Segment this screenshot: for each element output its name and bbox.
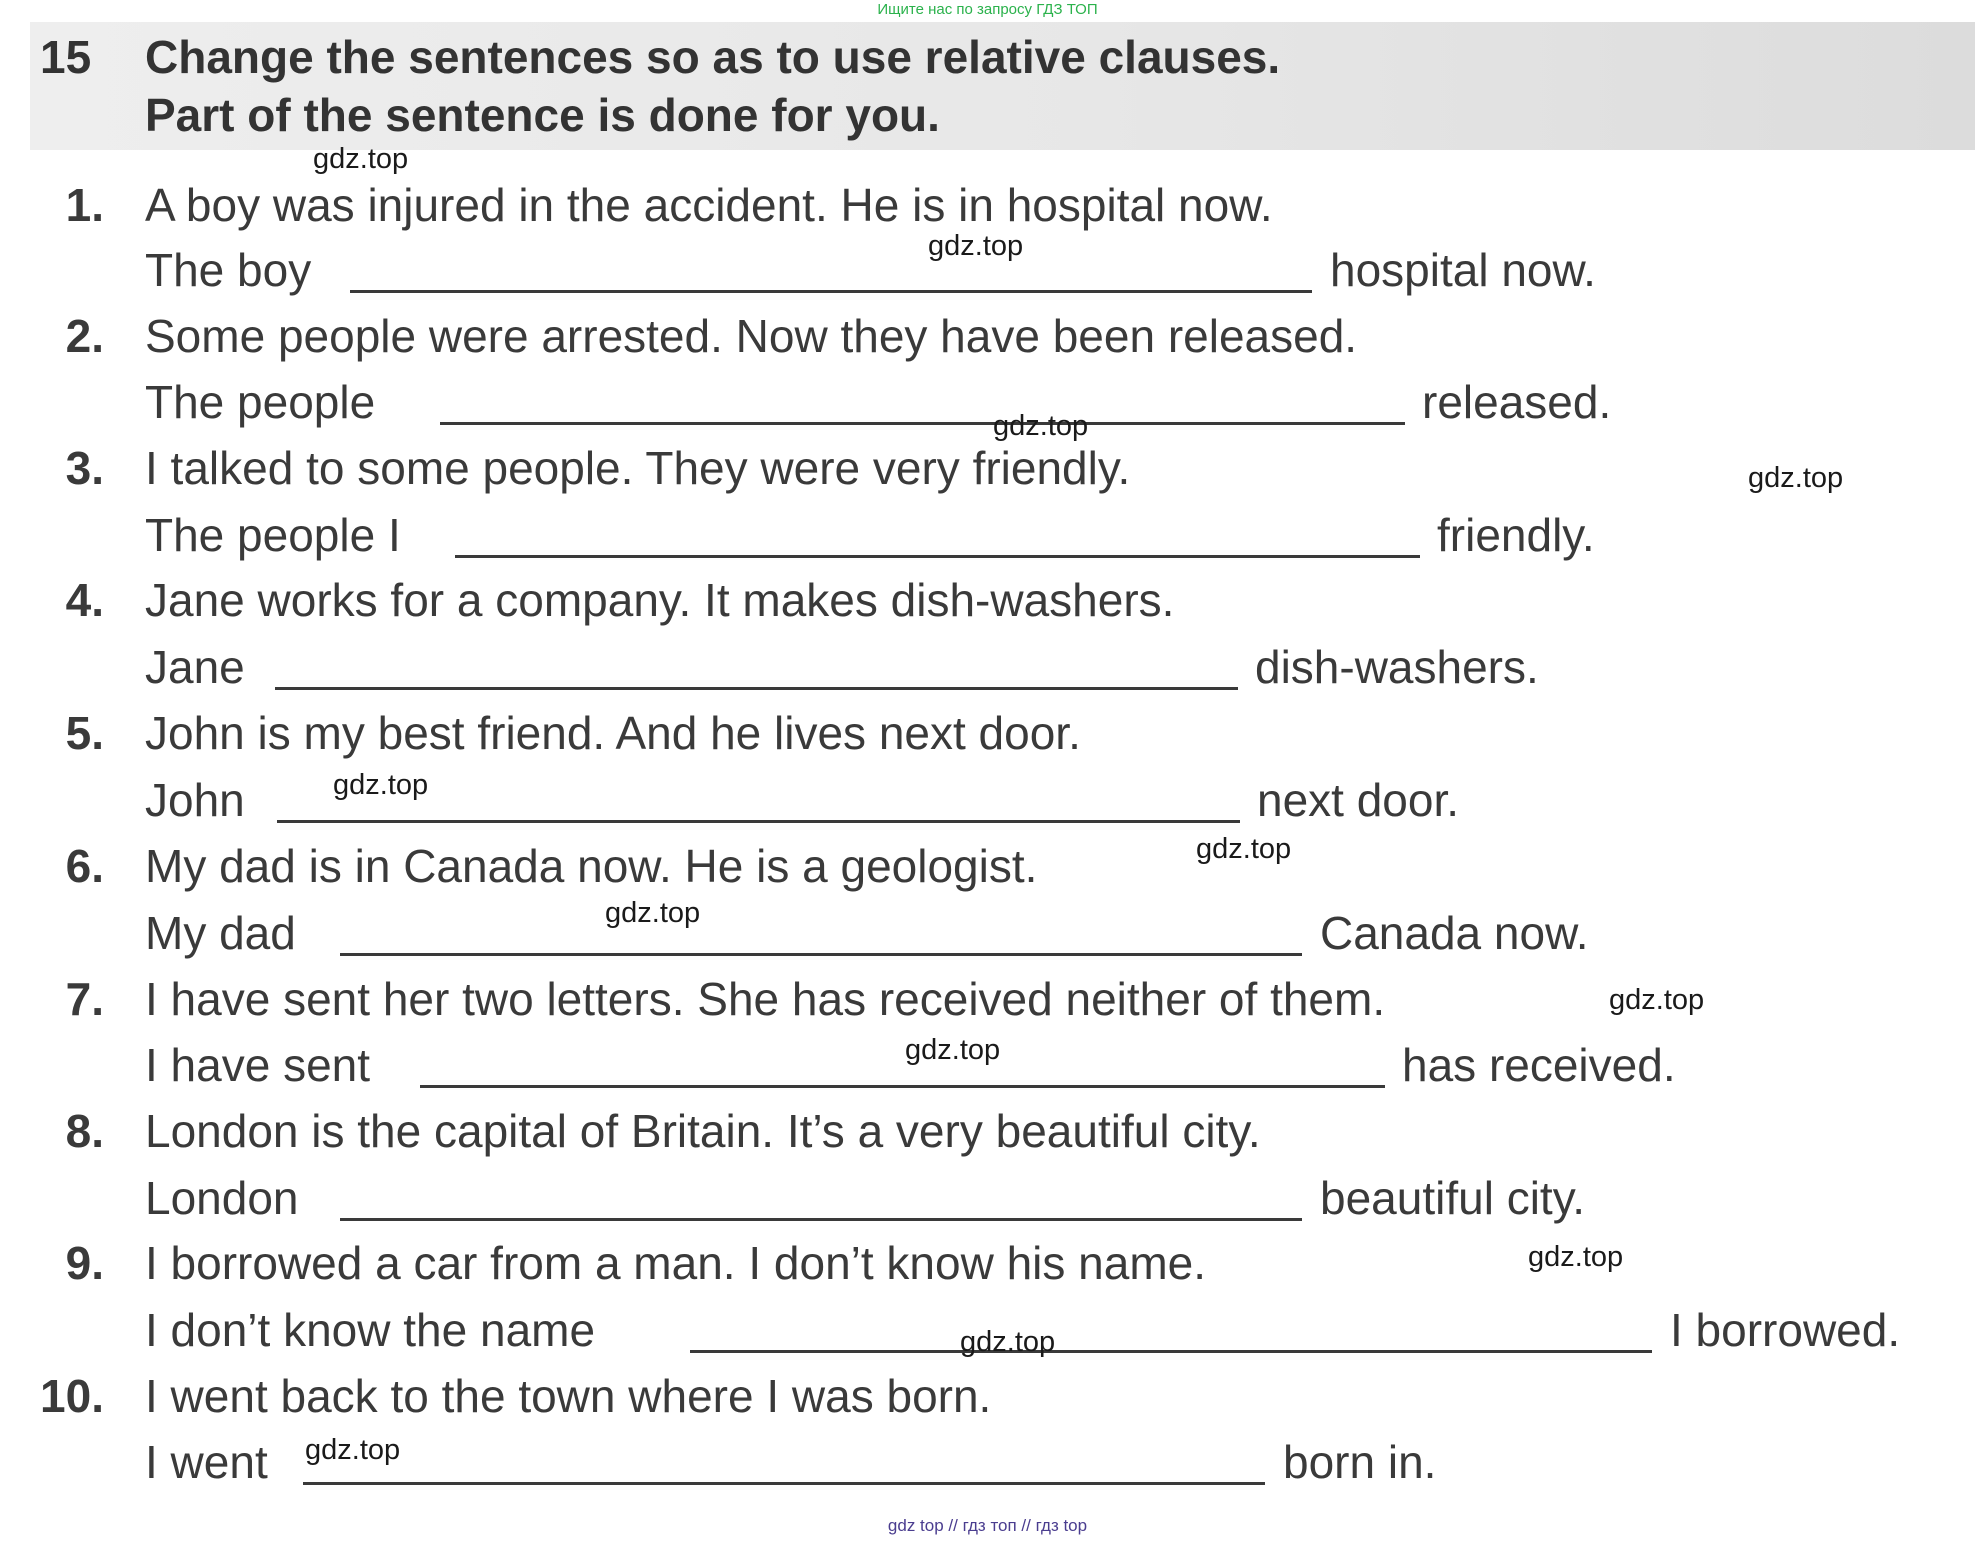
- item-start: Jane: [145, 641, 245, 693]
- item-number: 3.: [65, 442, 104, 494]
- item-number: 10.: [40, 1370, 104, 1422]
- item-number: 8.: [65, 1105, 104, 1157]
- item-end: Canada now.: [1320, 907, 1589, 959]
- watermark: gdz.top: [1528, 1241, 1624, 1273]
- item-end: next door.: [1257, 774, 1460, 826]
- item-start: John: [145, 774, 245, 826]
- answer-blank[interactable]: [455, 555, 1420, 558]
- answer-blank[interactable]: [277, 820, 1240, 823]
- item-start: I don’t know the name: [145, 1304, 596, 1356]
- item-sentence: London is the capital of Britain. It’s a very beautiful city.: [145, 1105, 1261, 1157]
- item-end: released.: [1422, 376, 1612, 428]
- item-number: 1.: [65, 179, 104, 231]
- item-sentence: I have sent her two letters. She has received neither of them.: [145, 973, 1386, 1025]
- item-sentence: Some people were arrested. Now they have been released.: [145, 310, 1358, 362]
- item-number: 7.: [65, 973, 104, 1025]
- item-number: 9.: [65, 1237, 104, 1289]
- answer-blank[interactable]: [690, 1350, 1652, 1353]
- watermark: gdz.top: [305, 1434, 401, 1466]
- item-end: friendly.: [1437, 509, 1595, 561]
- answer-blank[interactable]: [340, 1218, 1302, 1221]
- item-start: London: [145, 1172, 299, 1224]
- item-number: 2.: [65, 310, 104, 362]
- item-sentence: I went back to the town where I was born.: [145, 1370, 992, 1422]
- item-sentence: John is my best friend. And he lives next door.: [145, 707, 1081, 759]
- answer-blank[interactable]: [275, 687, 1238, 690]
- answer-blank[interactable]: [340, 953, 1302, 956]
- item-start: My dad: [145, 907, 296, 959]
- watermark: gdz.top: [993, 410, 1089, 442]
- watermark: gdz.top: [313, 143, 409, 175]
- watermark: gdz.top: [905, 1034, 1001, 1066]
- item-start: The people I: [145, 509, 401, 561]
- item-start: The boy: [145, 244, 312, 296]
- item-end: beautiful city.: [1320, 1172, 1586, 1224]
- item-sentence: I borrowed a car from a man. I don’t know his name.: [145, 1237, 1207, 1289]
- item-end: I borrowed.: [1670, 1304, 1901, 1356]
- item-start: The people: [145, 376, 376, 428]
- answer-blank[interactable]: [420, 1085, 1385, 1088]
- watermark: gdz.top: [333, 769, 429, 801]
- item-end: dish-washers.: [1255, 641, 1539, 693]
- answer-blank[interactable]: [303, 1482, 1265, 1485]
- watermark: gdz.top: [1609, 984, 1705, 1016]
- item-start: I have sent: [145, 1039, 371, 1091]
- watermark: gdz.top: [605, 897, 701, 929]
- item-end: hospital now.: [1330, 244, 1596, 296]
- item-end: has received.: [1402, 1039, 1676, 1091]
- item-sentence: I talked to some people. They were very friendly.: [145, 442, 1131, 494]
- item-sentence: A boy was injured in the accident. He is in hospital now.: [145, 179, 1273, 231]
- instruction-line-2: Part of the sentence is done for you.: [145, 89, 940, 141]
- instruction-line-1: Change the sentences so as to use relative clauses.: [145, 31, 1281, 83]
- answer-blank[interactable]: [440, 422, 1405, 425]
- top-banner: Ищите нас по запросу ГДЗ ТОП: [877, 1, 1098, 18]
- item-start: I went: [145, 1436, 268, 1488]
- watermark: gdz.top: [1196, 833, 1292, 865]
- exercise-number: 15: [40, 31, 92, 83]
- item-sentence: Jane works for a company. It makes dish-washers.: [145, 574, 1175, 626]
- item-number: 6.: [65, 840, 104, 892]
- watermark: gdz.top: [960, 1326, 1056, 1358]
- watermark: gdz.top: [928, 230, 1024, 262]
- watermark: gdz.top: [1748, 462, 1844, 494]
- item-sentence: My dad is in Canada now. He is a geologist.: [145, 840, 1038, 892]
- footer-watermark: gdz top // гдз топ // гдз top: [887, 1516, 1088, 1535]
- item-end: born in.: [1283, 1436, 1437, 1488]
- answer-blank[interactable]: [350, 290, 1312, 293]
- item-number: 5.: [65, 707, 104, 759]
- item-number: 4.: [65, 574, 104, 626]
